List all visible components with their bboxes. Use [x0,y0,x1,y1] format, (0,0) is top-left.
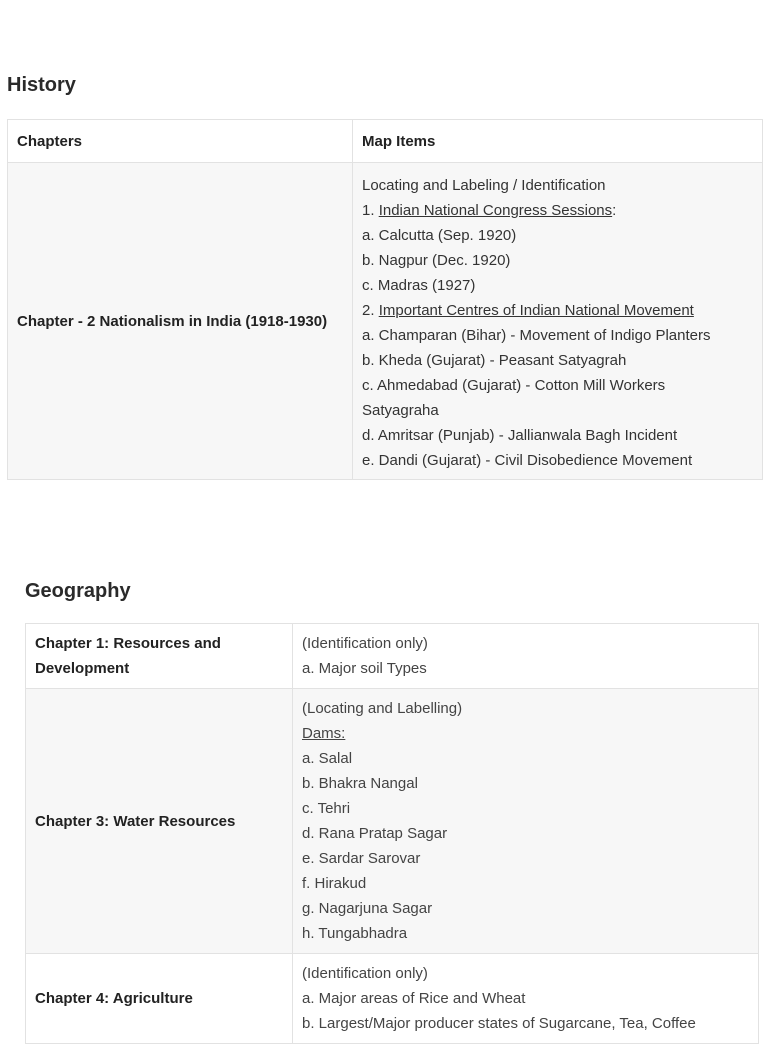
list-item: d. Rana Pratap Sagar [302,825,448,842]
table-row [26,954,759,1044]
list-item: a. Champaran (Bihar) - Movement of Indigo Planters [362,327,711,344]
list-item: a. Major soil Types [302,660,427,677]
list-item: h. Tungabhadra [302,925,408,942]
list-item: c. Madras (1927) [362,277,476,294]
list-item: a. Calcutta (Sep. 1920) [362,227,517,244]
list-item: 2. Important Centres of Indian National Movement [362,302,694,319]
section-link-text: Indian National Congress Sessions [378,202,613,219]
chapter-cell: Chapter 4: Agriculture [26,954,293,1044]
section-link-text: Important Centres of Indian National Movement [378,302,694,319]
geography-table [25,623,759,1044]
list-item: d. Amritsar (Punjab) - Jallianwala Bagh Incident [362,427,678,444]
list-item: b. Largest/Major producer states of Sugarcane, Tea, Coffee [302,1015,696,1032]
column-header-chapters: Chapters [8,120,353,163]
table-row [26,624,759,689]
list-item: e. Dandi (Gujarat) - Civil Disobedience Movement [362,452,693,469]
list-item: Dams: [302,725,346,742]
chapter-cell: Chapter 1: Resources and Development [26,624,293,689]
geography-heading: Geography [25,580,131,602]
list-item: f. Hirakud [302,875,367,892]
list-item: (Locating and Labelling) [302,700,463,717]
column-header-map-items: Map Items [353,120,763,163]
table-row [8,163,763,480]
map-items-cell [293,624,759,689]
list-item: Locating and Labeling / Identification [362,177,606,194]
table-row [26,689,759,954]
list-item: b. Kheda (Gujarat) - Peasant Satyagrah [362,352,627,369]
chapter-cell: Chapter 3: Water Resources [26,689,293,954]
list-item: b. Nagpur (Dec. 1920) [362,252,511,269]
list-item: g. Nagarjuna Sagar [302,900,433,917]
map-items-cell [353,163,763,480]
list-item: a. Salal [302,750,353,767]
list-item: b. Bhakra Nangal [302,775,418,792]
map-items-cell [293,689,759,954]
table-header-row [8,120,763,163]
list-item: (Identification only) [302,965,428,982]
chapter-cell: Chapter - 2 Nationalism in India (1918-1930) [8,163,353,480]
map-items-cell [293,954,759,1044]
list-item: 1. Indian National Congress Sessions: [362,202,617,219]
history-heading: History [7,74,76,96]
list-item: a. Major areas of Rice and Wheat [302,990,526,1007]
list-item: (Identification only) [302,635,428,652]
list-item: c. Ahmedabad (Gujarat) - Cotton Mill Workers [362,377,666,394]
history-table [7,119,763,480]
list-item: e. Sardar Sarovar [302,850,421,867]
list-item: c. Tehri [302,800,351,817]
list-item: Satyagraha [362,402,439,419]
